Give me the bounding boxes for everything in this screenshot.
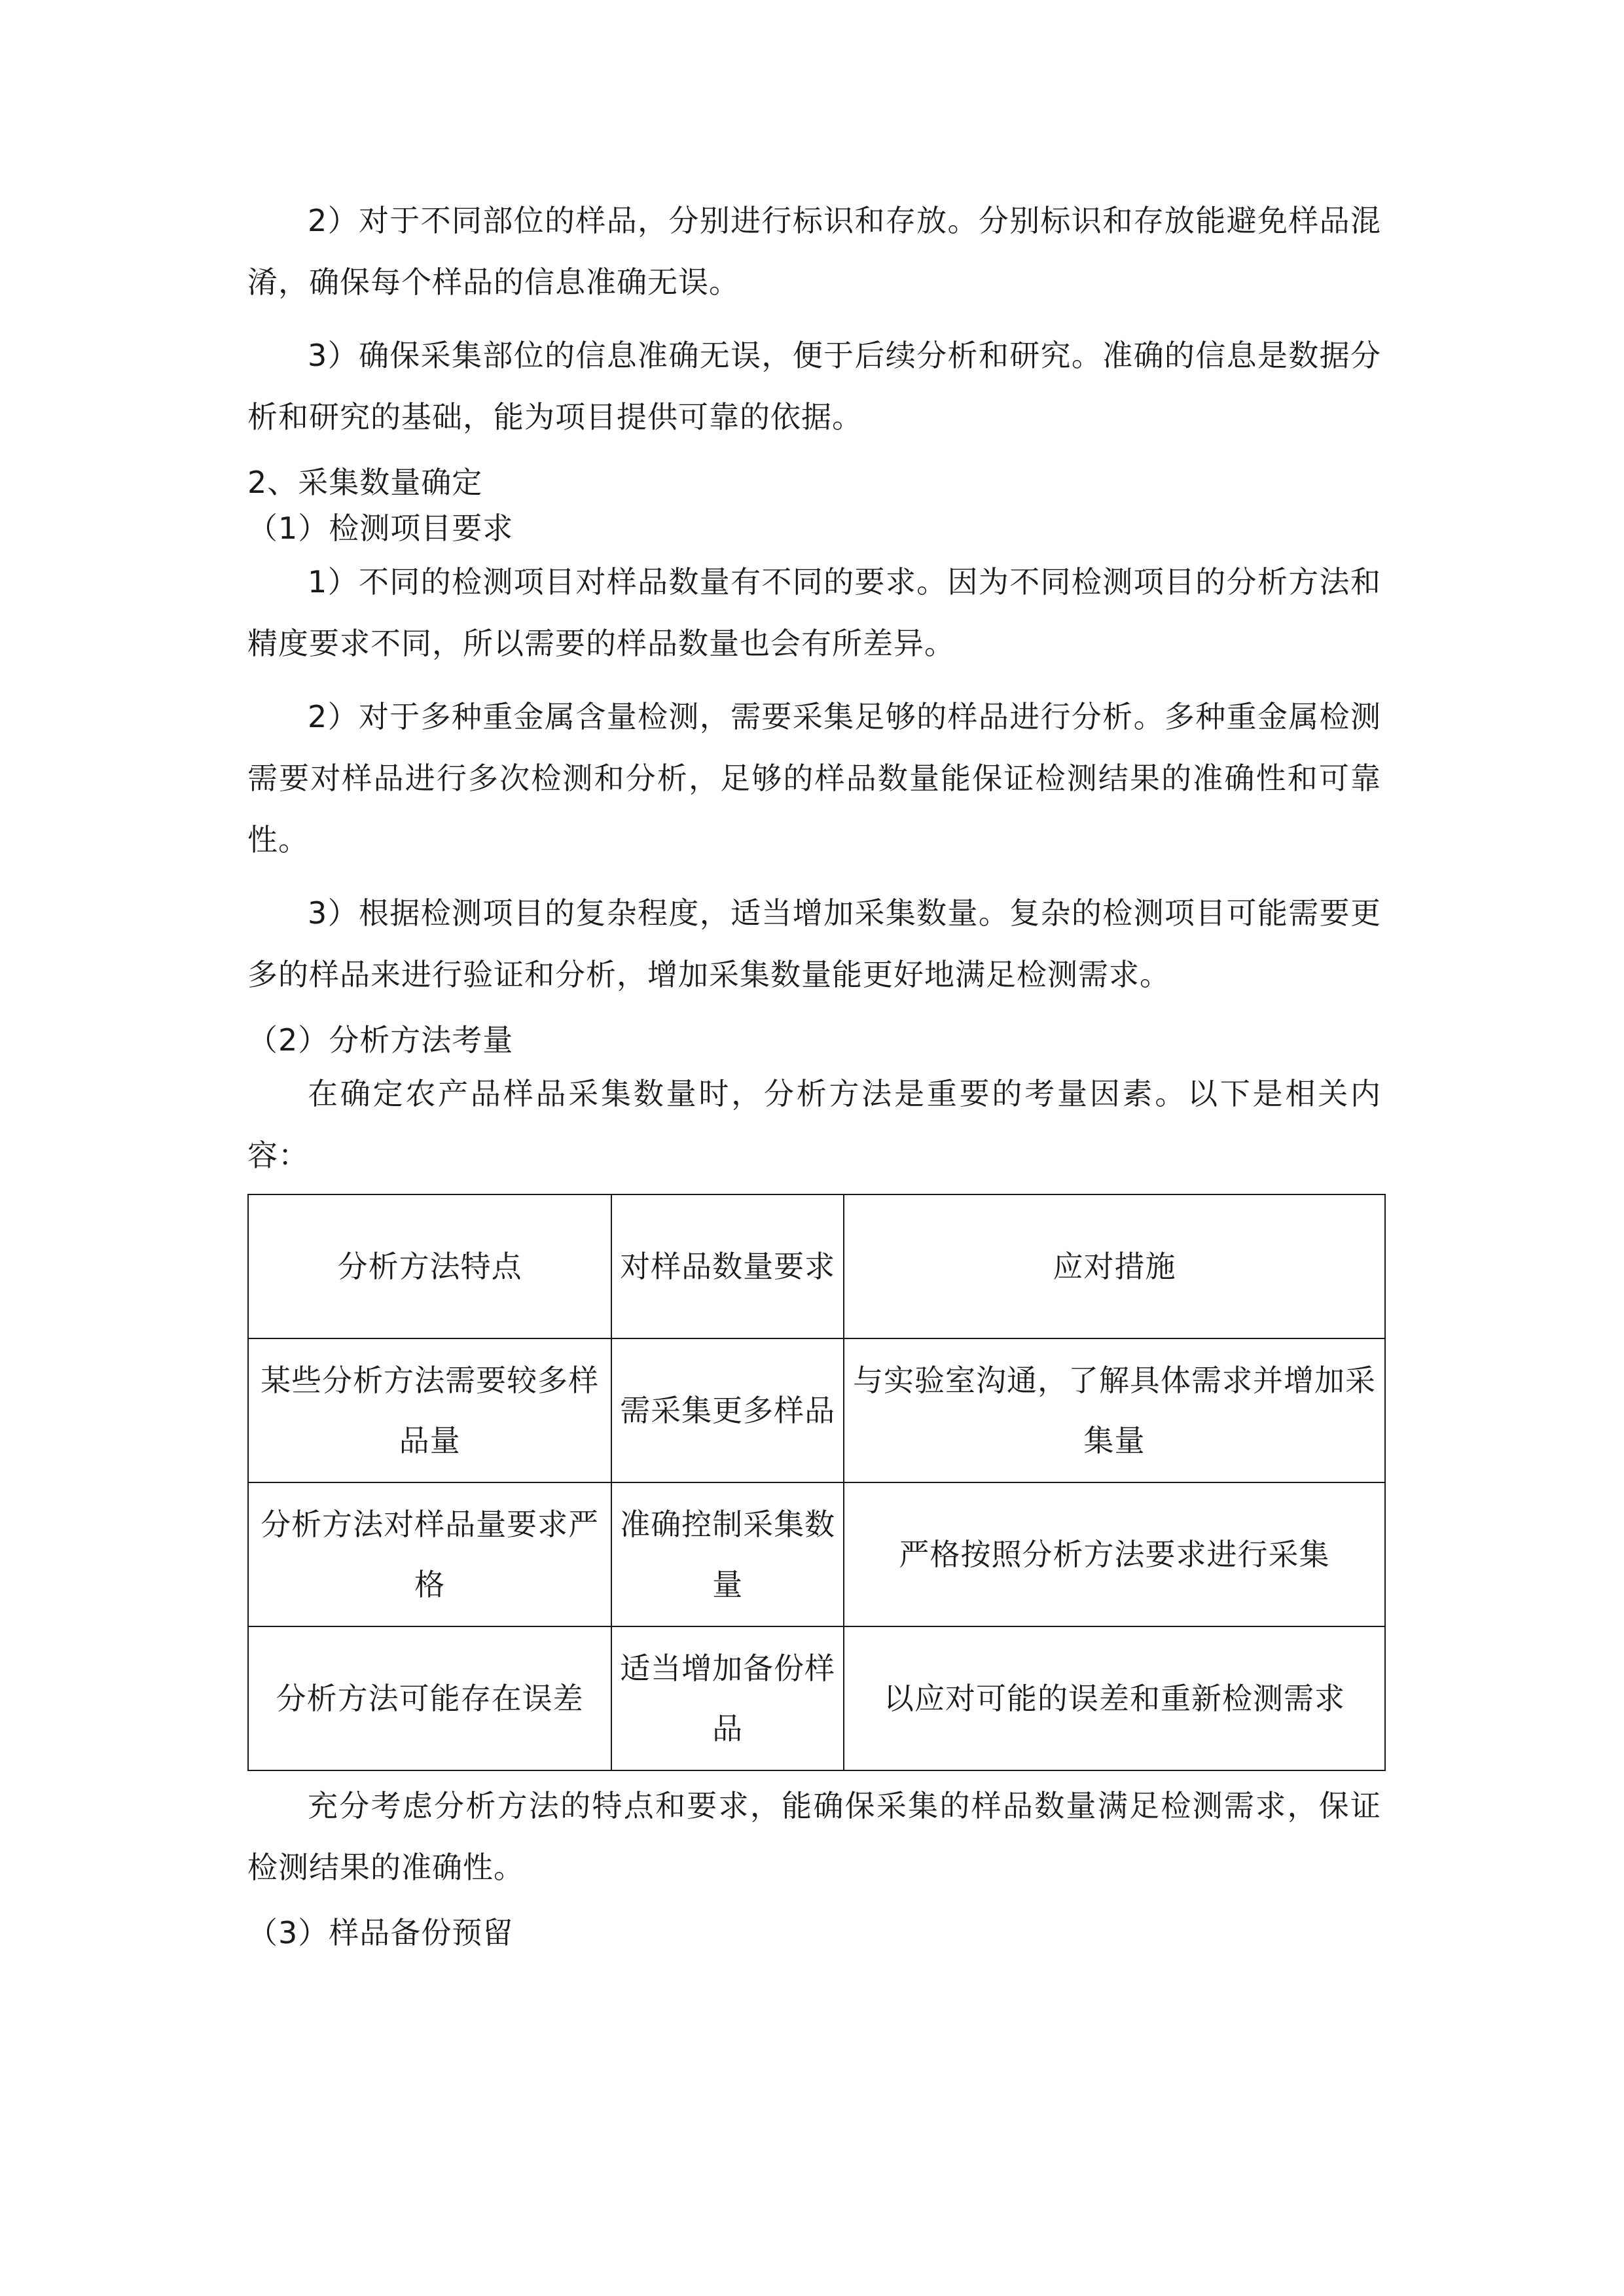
table-cell: 分析方法对样品量要求严格 xyxy=(248,1482,611,1626)
paragraph-sample-labeling: 2）对于不同部位的样品，分别进行标识和存放。分别标识和存放能避免样品混淆，确保每个样品的信息准确无误。 xyxy=(247,203,1381,300)
table-cell: 分析方法可能存在误差 xyxy=(248,1626,611,1770)
table-row xyxy=(248,1338,1385,1482)
table-cell: 适当增加备份样品 xyxy=(611,1626,844,1770)
table-row xyxy=(248,1626,1385,1770)
table-cell: 需采集更多样品 xyxy=(611,1338,844,1482)
table-cell: 以应对可能的误差和重新检测需求 xyxy=(844,1626,1385,1770)
table-cell: 准确控制采集数量 xyxy=(611,1482,844,1626)
paragraph-test-item-1: 1）不同的检测项目对样品数量有不同的要求。因为不同检测项目的分析方法和精度要求不同，所以需要的样品数量也会有所差异。 xyxy=(247,564,1381,661)
table-cell: 严格按照分析方法要求进行采集 xyxy=(844,1482,1385,1626)
analysis-method-table xyxy=(247,1194,1386,1771)
paragraph-location-accuracy: 3）确保采集部位的信息准确无误，便于后续分析和研究。准确的信息是数据分析和研究的基础，能为项目提供可靠的依据。 xyxy=(247,338,1381,435)
table-header-row xyxy=(248,1194,1385,1338)
table-header-cell: 分析方法特点 xyxy=(248,1194,611,1338)
table-row xyxy=(248,1482,1385,1626)
table-cell: 某些分析方法需要较多样品量 xyxy=(248,1338,611,1482)
subsection-title-test-items: （1）检测项目要求 xyxy=(247,511,514,546)
subsection-title-backup: （3）样品备份预留 xyxy=(247,1915,514,1950)
paragraph-test-item-3: 3）根据检测项目的复杂程度，适当增加采集数量。复杂的检测项目可能需要更多的样品来进行验证和分析，增加采集数量能更好地满足检测需求。 xyxy=(247,895,1381,992)
paragraph-analysis-conclusion: 充分考虑分析方法的特点和要求，能确保采集的样品数量满足检测需求，保证检测结果的准确性。 xyxy=(247,1788,1381,1885)
table-header-cell: 应对措施 xyxy=(844,1194,1385,1338)
subsection-title-analysis-method: （2）分析方法考量 xyxy=(247,1022,514,1058)
document-page xyxy=(247,190,1381,1956)
paragraph-analysis-intro: 在确定农产品样品采集数量时，分析方法是重要的考量因素。以下是相关内容： xyxy=(247,1076,1381,1173)
table-cell: 与实验室沟通，了解具体需求并增加采集量 xyxy=(844,1338,1385,1482)
section-title-quantity: 2、采集数量确定 xyxy=(247,465,483,500)
paragraph-test-item-2: 2）对于多种重金属含量检测，需要采集足够的样品进行分析。多种重金属检测需要对样品进行多次检测和分析，足够的样品数量能保证检测结果的准确性和可靠性。 xyxy=(247,699,1381,857)
table-header-cell: 对样品数量要求 xyxy=(611,1194,844,1338)
